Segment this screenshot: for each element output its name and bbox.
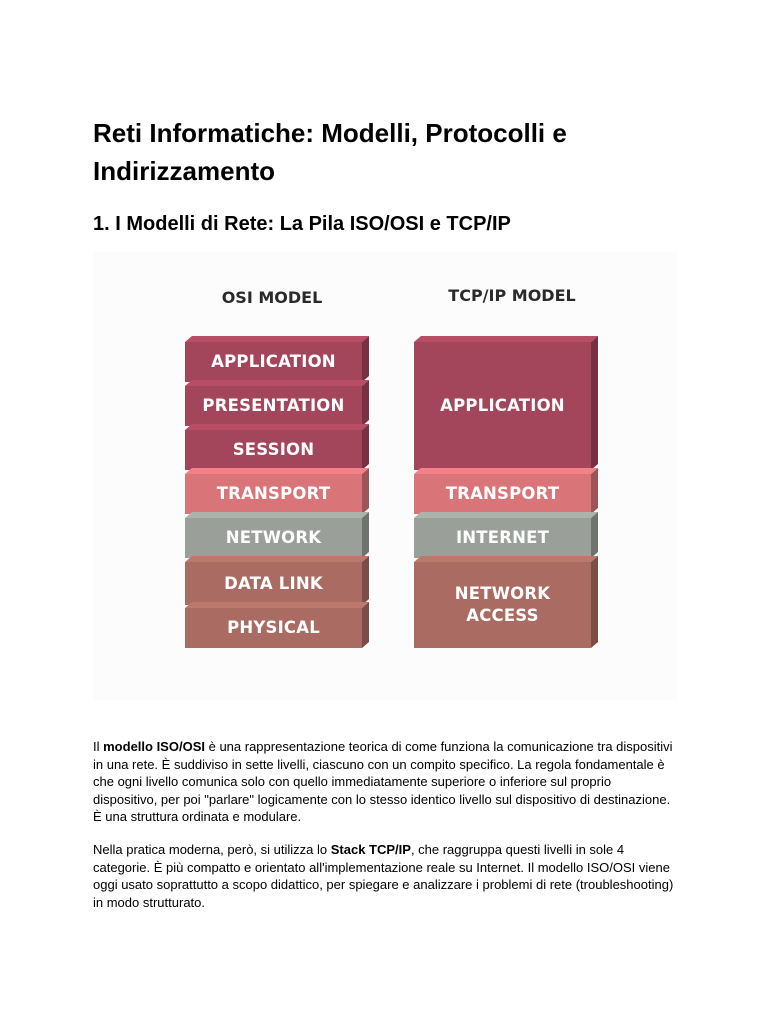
section-heading: 1. I Modelli di Rete: La Pila ISO/OSI e TCP/IP	[93, 213, 511, 235]
tcpip-layer-transport: TRANSPORT	[414, 474, 591, 514]
tcpip-layer-application: APPLICATION	[414, 342, 591, 470]
page-title-line-2: Indirizzamento	[93, 156, 276, 186]
paragraph-tcp-ip: Nella pratica moderna, però, si utilizza lo Stack TCP/IP, che raggruppa questi livelli in sole 4 categorie. È più compatto e orientato all'implementazione reale su Internet. Il modello ISO/OSI viene oggi usato soprattutto a scopo didattico, per spiegare e analizzare i problemi di rete (troubleshooting) in modo strutturato.	[93, 842, 674, 910]
bold-term-tcp-ip: Stack TCP/IP	[330, 842, 411, 857]
page-title	[93, 114, 693, 190]
osi-model-title: OSI MODEL	[221, 288, 323, 307]
page-title-line-1: Reti Informatiche: Modelli, Protocolli e	[93, 118, 567, 148]
osi-layer-application: APPLICATION	[185, 342, 362, 382]
osi-layer-physical: PHYSICAL	[185, 608, 362, 648]
paragraph-iso-osi: Il modello ISO/OSI è una rappresentazione teorica di come funziona la comunicazione tra dispositivi in una rete. È suddiviso in sette livelli, ciascuno con un compito specifico. La regola fondamentale è che ogni livello comunica solo con quello immediatamente superiore o inferiore sul proprio dispositivo, per poi "parlare" logicamente con lo stesso identico livello sul dispositivo di destinazione. È una struttura ordinata e modulare.	[93, 739, 673, 824]
bold-term-iso-osi: modello ISO/OSI	[103, 739, 205, 754]
osi-layer-network: NETWORK	[185, 518, 362, 558]
tcpip-model-title: TCP/IP MODEL	[448, 286, 576, 305]
osi-layer-transport: TRANSPORT	[185, 474, 362, 514]
tcpip-layer-network-access: NETWORK ACCESS	[414, 562, 591, 648]
osi-tcpip-diagram	[93, 252, 677, 700]
osi-layer-data-link: DATA LINK	[185, 562, 362, 605]
osi-layer-session: SESSION	[185, 430, 362, 470]
osi-layer-presentation: PRESENTATION	[185, 386, 362, 426]
tcpip-layer-internet: INTERNET	[414, 518, 591, 558]
